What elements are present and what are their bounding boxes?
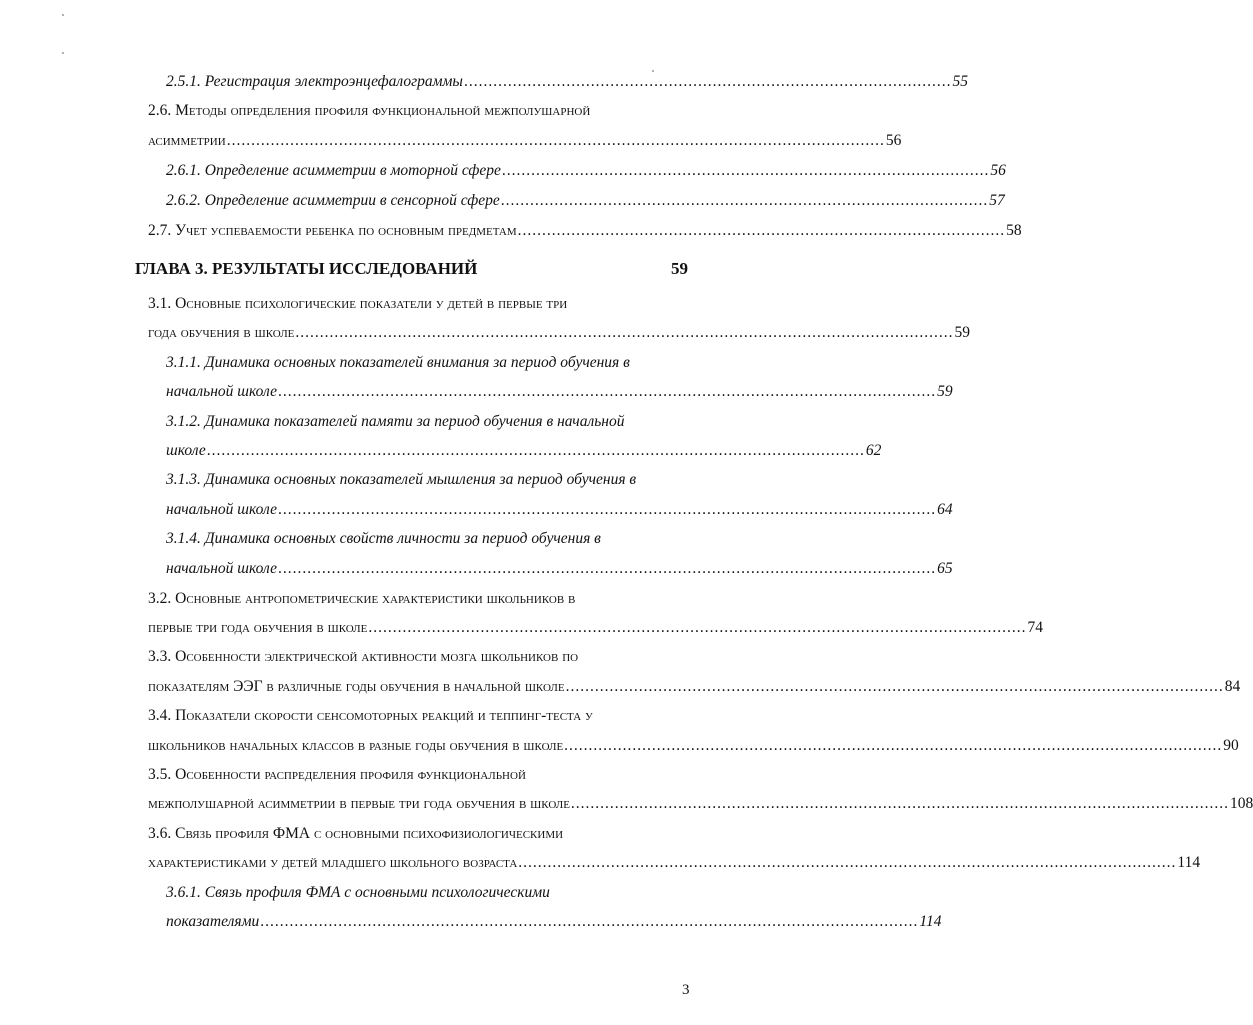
toc-entry-title-cont: асимметрии xyxy=(148,132,226,149)
toc-entry-title-cont: школе xyxy=(166,442,206,459)
toc-entry-3-4-line2 xyxy=(148,736,1239,756)
toc-leader-dots: ....................................................................................................................................... xyxy=(564,737,1223,754)
toc-entry-3-5-line2 xyxy=(148,794,1253,814)
toc-entry-page: 58 xyxy=(1006,222,1022,239)
toc-leader-dots: ....................................................................................................................................... xyxy=(368,619,1027,636)
toc-entry-page: 57 xyxy=(989,192,1005,209)
toc-entry-page: 74 xyxy=(1027,619,1043,636)
toc-entry-3-1-1-line1 xyxy=(166,353,690,373)
toc-entry-3-6-line1 xyxy=(148,824,690,844)
toc-entry-page: 84 xyxy=(1224,678,1241,695)
toc-entry-page: 62 xyxy=(865,442,882,459)
toc-entry-title: 3.1. Основные психологические показатели у детей в первые три xyxy=(148,295,568,312)
chapter-3-heading xyxy=(135,258,688,280)
toc-entry-3-1-4-line1 xyxy=(166,529,690,549)
toc-leader-dots: ....................................................................................................................................... xyxy=(570,795,1230,812)
toc-entry-3-1-line1 xyxy=(148,294,690,314)
toc-entry-page: 108 xyxy=(1230,795,1253,812)
toc-entry-3-1-2-line1 xyxy=(166,412,690,432)
toc-entry-title: 3.2. Основные антропометрические характеристики школьников в xyxy=(148,590,576,607)
toc-entry-2-6-2 xyxy=(166,191,1005,211)
toc-entry-3-1-3-line2 xyxy=(166,500,953,520)
toc-entry-title: 2.5.1. Регистрация электроэнцефалограммы xyxy=(166,73,463,90)
toc-leader-dots: ....................................................................................................................................... xyxy=(278,383,937,400)
toc-entry-title: 3.6. Связь профиля ФМА с основными психофизиологическими xyxy=(148,825,564,842)
toc-leader-dots: ....................................................................................................................................... xyxy=(295,324,954,341)
toc-entry-title-cont: года обучения в школе xyxy=(148,324,295,341)
toc-entry-page: 59 xyxy=(954,324,971,341)
toc-leader-dots: .................................................................................................... xyxy=(517,222,1006,239)
toc-entry-title-cont: школьников начальных классов в разные годы обучения в школе xyxy=(148,737,564,754)
toc-entry-3-3-line2 xyxy=(148,677,1241,697)
toc-entry-3-3-line1 xyxy=(148,647,690,667)
toc-entry-page: 114 xyxy=(1177,854,1201,871)
chapter-page: 59 xyxy=(671,259,688,278)
toc-entry-3-1-line2 xyxy=(148,323,971,343)
toc-entry-title: 3.1.3. Динамика основных показателей мышления за период обучения в xyxy=(166,471,637,488)
toc-leader-dots: .................................................................................................... xyxy=(500,192,989,209)
toc-leader-dots: ....................................................................................................................................... xyxy=(278,560,937,577)
toc-entry-3-6-line2 xyxy=(148,853,1201,873)
toc-entry-title: 3.4. Показатели скорости сенсомоторных реакций и теппинг-теста у xyxy=(148,707,593,724)
toc-entry-title: 3.1.1. Динамика основных показателей внимания за период обучения в xyxy=(166,354,630,371)
toc-entry-page: 114 xyxy=(919,913,942,930)
toc-entry-page: 64 xyxy=(937,501,953,518)
toc-entry-title: 3.6.1. Связь профиля ФМА с основными психологическими xyxy=(166,884,550,901)
chapter-title: ГЛАВА 3. РЕЗУЛЬТАТЫ ИССЛЕДОВАНИЙ xyxy=(135,259,478,278)
page-number: 3 xyxy=(682,982,690,998)
toc-entry-title: 3.5. Особенности распределения профиля функциональной xyxy=(148,766,526,783)
toc-entry-title-cont: начальной школе xyxy=(166,383,278,400)
toc-entry-3-1-1-line2 xyxy=(166,382,953,402)
toc-entry-title-cont: начальной школе xyxy=(166,501,278,518)
toc-entry-3-1-2-line2 xyxy=(166,441,882,461)
toc-entry-2-7 xyxy=(148,221,1022,241)
toc-entry-title: 2.6.2. Определение асимметрии в сенсорной сфере xyxy=(166,192,500,209)
toc-leader-dots: ....................................................................................................................................... xyxy=(206,442,865,459)
toc-entry-title-cont: показателями xyxy=(166,913,260,930)
toc-entry-title: 2.6. Методы определения профиля функциональной межполушарной xyxy=(148,102,591,119)
toc-leader-dots: ....................................................................................................................................... xyxy=(226,132,885,149)
toc-entry-title: 2.7. Учет успеваемости ребенка по основным предметам xyxy=(148,222,517,239)
toc-entry-2-6-1 xyxy=(166,161,1006,181)
toc-entry-page: 56 xyxy=(885,132,902,149)
toc-entry-page: 59 xyxy=(937,383,953,400)
toc-leader-dots: ....................................................................................................................................... xyxy=(260,913,919,930)
toc-entry-2-5-1 xyxy=(166,72,968,92)
toc-entry-title: 3.3. Особенности электрической активности мозга школьников по xyxy=(148,648,579,665)
scan-speck xyxy=(62,14,64,16)
toc-entry-3-5-line1 xyxy=(148,765,690,785)
toc-entry-3-4-line1 xyxy=(148,706,690,726)
toc-entry-title-cont: межполушарной асимметрии в первые три года обучения в школе xyxy=(148,795,570,812)
toc-leader-dots: ....................................................................................................................................... xyxy=(565,678,1224,695)
toc-entry-title: 2.6.1. Определение асимметрии в моторной сфере xyxy=(166,162,501,179)
toc-entry-page: 90 xyxy=(1223,737,1239,754)
toc-leader-dots: .................................................................................................... xyxy=(463,73,952,90)
toc-entry-2-6-line2 xyxy=(148,131,902,151)
toc-entry-title-cont: первые три года обучения в школе xyxy=(148,619,368,636)
toc-entry-title-cont: характеристиками у детей младшего школьного возраста xyxy=(148,854,518,871)
toc-entry-3-6-1-line2 xyxy=(166,912,942,932)
toc-leader-dots: ....................................................................................................................................... xyxy=(518,854,1177,871)
toc-entry-page: 65 xyxy=(937,560,953,577)
scan-speck xyxy=(62,52,64,54)
toc-entry-2-6-line1 xyxy=(148,101,690,121)
toc-leader-dots: ....................................................................................................................................... xyxy=(278,501,937,518)
toc-entry-3-1-4-line2 xyxy=(166,559,953,579)
toc-entry-title-cont: показателям ЭЭГ в различные годы обучения в начальной школе xyxy=(148,678,565,695)
toc-entry-page: 55 xyxy=(952,73,968,90)
toc-entry-3-1-3-line1 xyxy=(166,470,690,490)
toc-entry-title-cont: начальной школе xyxy=(166,560,278,577)
toc-entry-title: 3.1.4. Динамика основных свойств личности за период обучения в xyxy=(166,530,601,547)
toc-entry-page: 56 xyxy=(990,162,1006,179)
toc-entry-title: 3.1.2. Динамика показателей памяти за период обучения в начальной xyxy=(166,413,625,430)
toc-entry-3-6-1-line1 xyxy=(166,883,690,903)
toc-entry-3-2-line2 xyxy=(148,618,1043,638)
toc-entry-3-2-line1 xyxy=(148,589,690,609)
toc-leader-dots: .................................................................................................... xyxy=(501,162,990,179)
